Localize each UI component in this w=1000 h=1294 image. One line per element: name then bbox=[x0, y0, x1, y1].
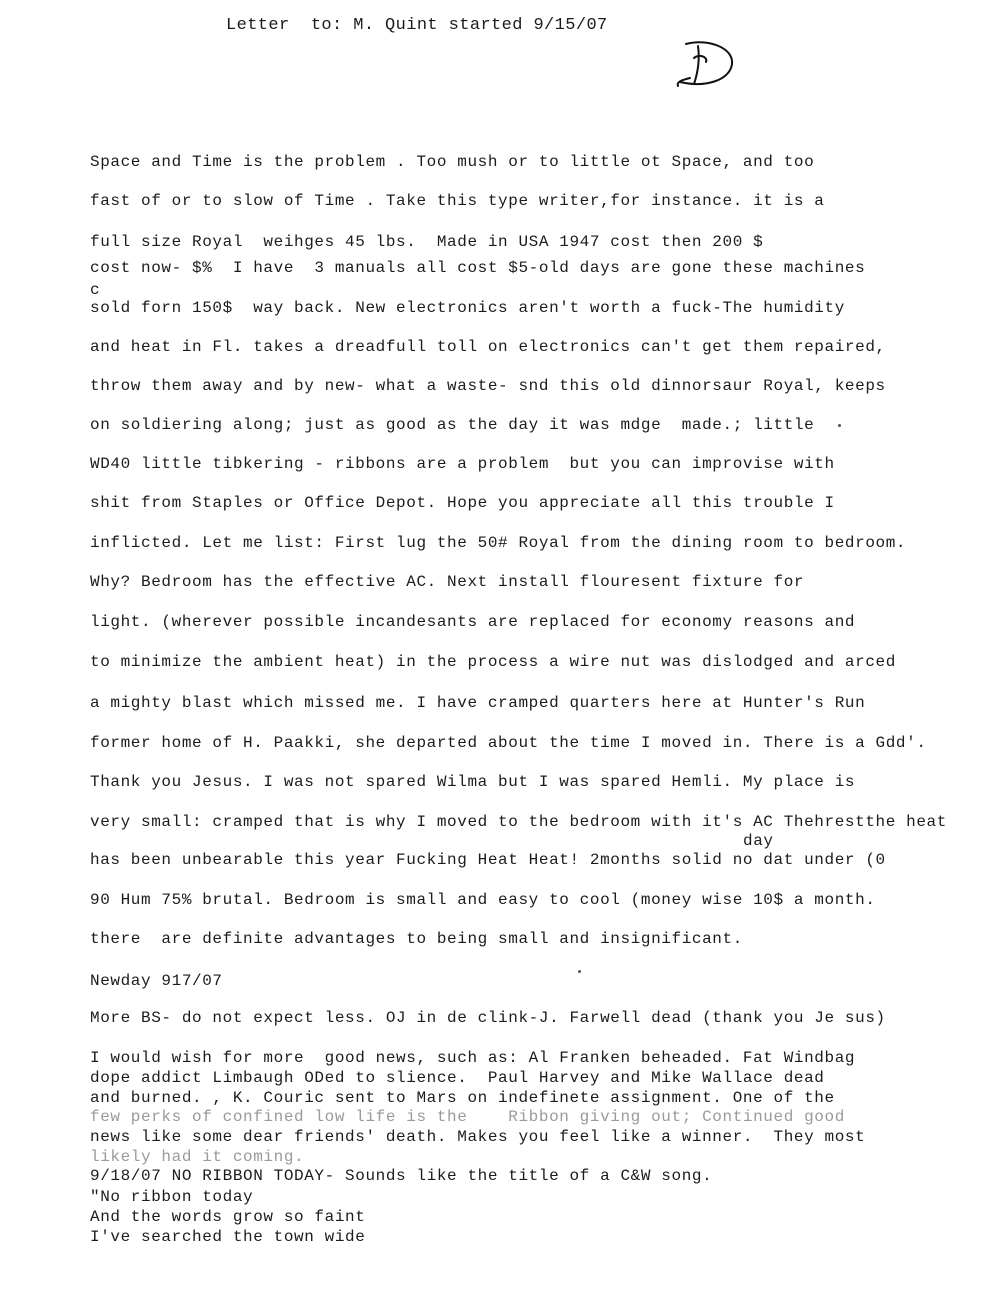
letter-line: 9/18/07 NO RIBBON TODAY- Sounds like the title of a C&W song. bbox=[90, 1167, 713, 1185]
letter-line: fast of or to slow of Time . Take this type writer,for instance. it is a bbox=[90, 192, 825, 210]
letter-line: Space and Time is the problem . Too mush or to little ot Space, and too bbox=[90, 153, 815, 171]
letter-line: news like some dear friends' death. Makes you feel like a winner. They most bbox=[90, 1128, 866, 1146]
letter-line: full size Royal weihges 45 lbs. Made in USA 1947 cost then 200 $ bbox=[90, 233, 764, 251]
letter-line: I've searched the town wide bbox=[90, 1228, 366, 1246]
letter-line: day bbox=[743, 832, 774, 850]
letter-line: on soldiering along; just as good as the day it was mdge made.; little bbox=[90, 416, 815, 434]
letter-line: dope addict Limbaugh ODed to slience. Paul Harvey and Mike Wallace dead bbox=[90, 1069, 825, 1087]
letter-line: few perks of confined low life is the Ribbon giving out; Continued good bbox=[90, 1108, 845, 1126]
letter-line: Newday 917/07 bbox=[90, 972, 223, 990]
letter-line: light. (wherever possible incandesants are replaced for economy reasons and bbox=[90, 613, 856, 631]
letter-line: has been unbearable this year Fucking Heat Heat! 2months solid no dat under (0 bbox=[90, 851, 886, 869]
letter-line: former home of H. Paakki, she departed about the time I moved in. There is a Gdd'. bbox=[90, 734, 927, 752]
letter-line: and heat in Fl. takes a dreadfull toll on electronics can't get them repaired, bbox=[90, 338, 886, 356]
letter-line: Thank you Jesus. I was not spared Wilma but I was spared Hemli. My place is bbox=[90, 773, 856, 791]
letter-line: "No ribbon today bbox=[90, 1188, 254, 1206]
letter-line: And the words grow so faint bbox=[90, 1208, 366, 1226]
hand-drawn-D-icon bbox=[668, 36, 738, 92]
letter-line: More BS- do not expect less. OJ in de clink-J. Farwell dead (thank you Je sus) bbox=[90, 1009, 886, 1027]
letter-line: Why? Bedroom has the effective AC. Next install flouresent fixture for bbox=[90, 573, 805, 591]
letter-line: sold forn 150$ way back. New electronics aren't worth a fuck-The humidity bbox=[90, 299, 845, 317]
letter-line: shit from Staples or Office Depot. Hope you appreciate all this trouble I bbox=[90, 494, 835, 512]
letter-line: there are definite advantages to being small and insignificant. bbox=[90, 930, 743, 948]
letter-line: likely had it coming. bbox=[90, 1148, 305, 1166]
letter-line: c bbox=[90, 281, 101, 299]
stray-mark bbox=[578, 970, 581, 973]
letter-line: 90 Hum 75% brutal. Bedroom is small and easy to cool (money wise 10$ a month. bbox=[90, 891, 876, 909]
letter-heading: Letter to: M. Quint started 9/15/07 bbox=[226, 16, 608, 35]
stray-mark bbox=[838, 424, 841, 427]
letter-line: and burned. , K. Couric sent to Mars on indefinete assignment. One of the bbox=[90, 1089, 835, 1107]
letter-line: a mighty blast which missed me. I have cramped quarters here at Hunter's Run bbox=[90, 694, 866, 712]
letter-line: cost now- $% I have 3 manuals all cost $5-old days are gone these machines bbox=[90, 259, 866, 277]
letter-line: very small: cramped that is why I moved to the bedroom with it's AC Thehrestthe heat bbox=[90, 813, 947, 831]
letter-line: to minimize the ambient heat) in the process a wire nut was dislodged and arced bbox=[90, 653, 896, 671]
letter-line: WD40 little tibkering - ribbons are a problem but you can improvise with bbox=[90, 455, 835, 473]
letter-line: throw them away and by new- what a waste- snd this old dinnorsaur Royal, keeps bbox=[90, 377, 886, 395]
letter-line: I would wish for more good news, such as: Al Franken beheaded. Fat Windbag bbox=[90, 1049, 856, 1067]
letter-line: inflicted. Let me list: First lug the 50# Royal from the dining room to bedroom. bbox=[90, 534, 907, 552]
